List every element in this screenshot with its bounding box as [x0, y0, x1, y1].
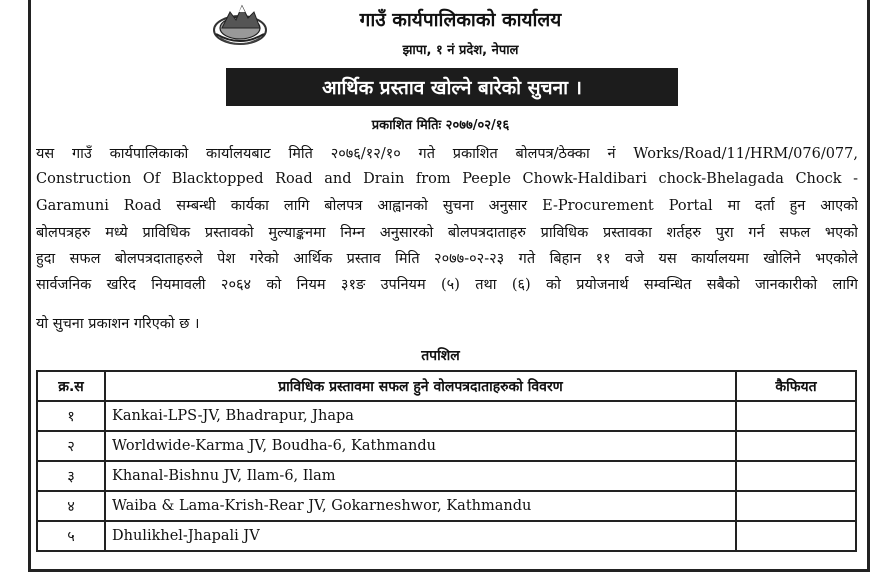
header-sn: क्र.स: [37, 371, 105, 401]
row-remarks: [736, 491, 856, 521]
body-line-6: सार्वजनिक खरिद नियमावली २०६४ को नियम ३१ङ उपनियम (५) तथा (६) को प्रयोजनार्थ सम्वन्धित सबैको जानकारीको लागि: [36, 277, 858, 293]
table-row: [37, 431, 856, 461]
table-row: [37, 491, 856, 521]
office-title: गाउँ कार्यपालिकाको कार्यालय: [359, 9, 562, 31]
table-row: [37, 461, 856, 491]
body-line-2: Construction Of Blacktopped Road and Drain from Peeple Chowk-Haldibari chock-Bhelagada Chock -: [36, 171, 858, 187]
bidders-table: [36, 370, 857, 552]
header-details: प्राविधिक प्रस्तावमा सफल हुने वोलपत्रदाताहरुको विवरण: [105, 371, 736, 401]
row-remarks: [736, 431, 856, 461]
body-line-4: बोलपत्रहरु मध्ये प्राविधिक प्रस्तावको मुल्याङ्कनमा निम्न अनुसारको बोलपत्रदाताहरु प्राविधिक प्रस्तावका शर्तहरु पुरा गर्न सफल भएको: [36, 225, 858, 241]
row-sn: ३: [37, 461, 105, 491]
table-caption: तपशिल: [421, 348, 460, 364]
body-line-7: यो सुचना प्रकाशन गरिएको छ ।: [36, 316, 200, 332]
row-details: Khanal-Bishnu JV, Ilam-6, Ilam: [105, 461, 736, 491]
row-remarks: [736, 461, 856, 491]
row-sn: ५: [37, 521, 105, 551]
published-date: प्रकाशित मितिः २०७७/०२/१६: [371, 118, 510, 133]
notice-banner: [226, 68, 678, 106]
row-details: Dhulikhel-Jhapali JV: [105, 521, 736, 551]
row-sn: २: [37, 431, 105, 461]
body-line-3: Garamuni Road सम्बन्धी कार्यका लागि बोलपत्र आह्वानको सुचना अनुसार E-Procurement Portal मा दर्ता हुन आएको: [36, 198, 858, 214]
row-sn: ४: [37, 491, 105, 521]
row-remarks: [736, 401, 856, 431]
row-details: Kankai-LPS-JV, Bhadrapur, Jhapa: [105, 401, 736, 431]
table-row: [37, 401, 856, 431]
row-details: Worldwide-Karma JV, Boudha-6, Kathmandu: [105, 431, 736, 461]
table-header-row: [37, 371, 856, 401]
body-line-5: हुदा सफल बोलपत्रदाताहरुले पेश गरेको आर्थिक प्रस्ताव मिति २०७७-०२-२३ गते बिहान ११ वजे यस कार्यालयमा खोलिने भएकोले: [36, 251, 858, 267]
banner-text: आर्थिक प्रस्ताव खोल्ने बारेको सुचना ।: [322, 77, 582, 99]
office-address: झापा, १ नं प्रदेश, नेपाल: [402, 43, 519, 58]
body-line-1: यस गाउँ कार्यपालिकाको कार्यालयबाट मिति २०७६/१२/१० गते प्रकाशित बोलपत्र/ठेक्का नं Works/Road/11/HRM/076/077,: [36, 146, 858, 162]
header-remarks: कैफियत: [736, 371, 856, 401]
row-remarks: [736, 521, 856, 551]
table-row: [37, 521, 856, 551]
row-sn: १: [37, 401, 105, 431]
row-details: Waiba & Lama-Krish-Rear JV, Gokarneshwor, Kathmandu: [105, 491, 736, 521]
